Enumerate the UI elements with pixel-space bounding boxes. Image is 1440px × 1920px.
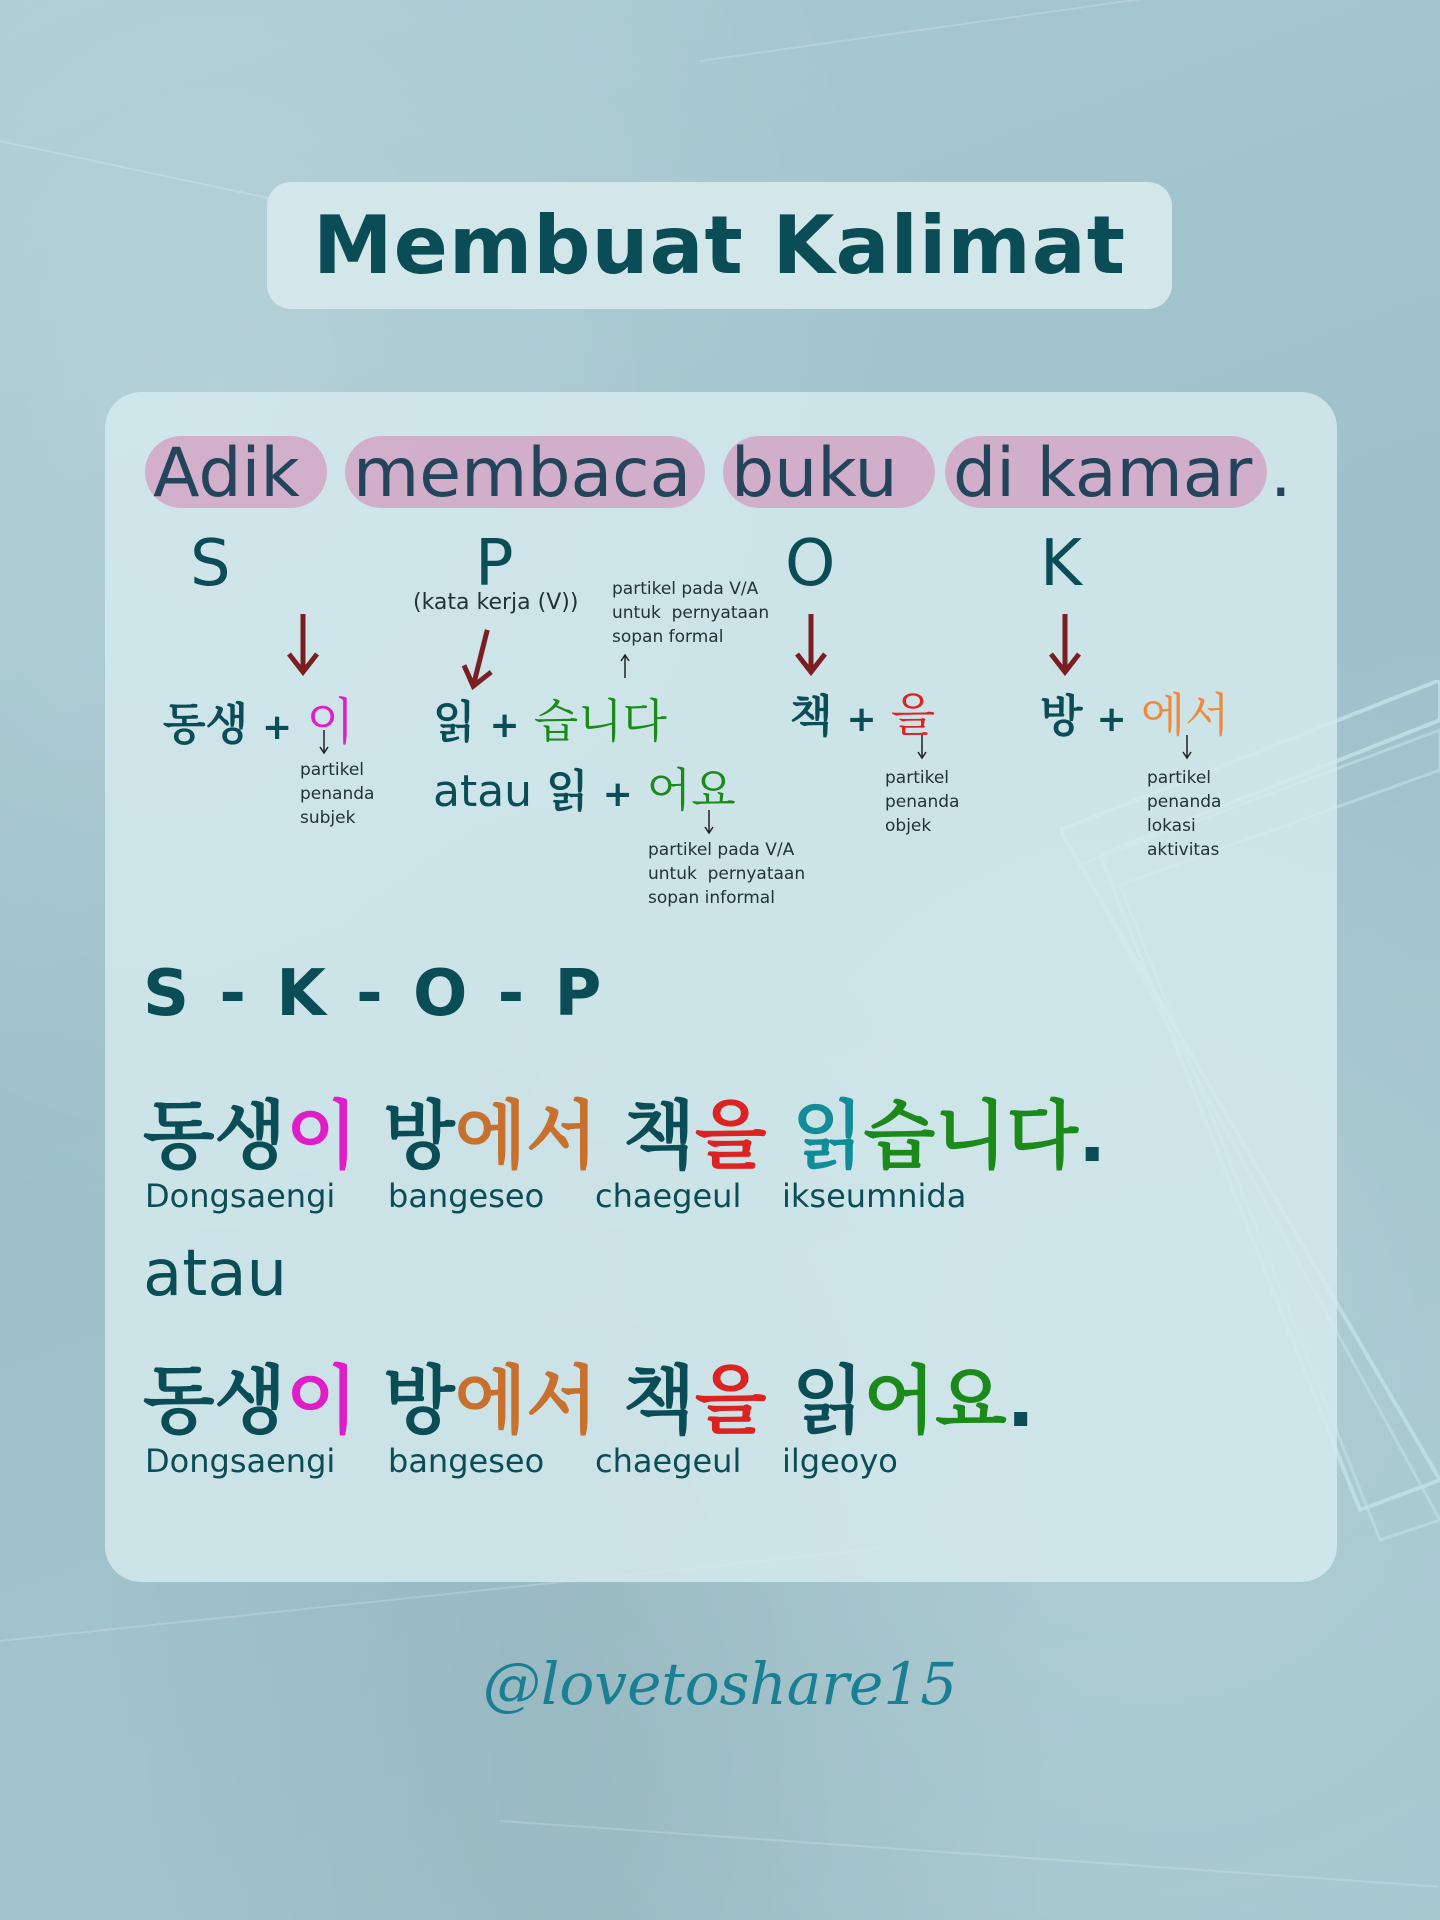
breakdown-object xyxy=(790,679,935,745)
example-sentence-formal xyxy=(143,1077,1106,1183)
ex1-verb: 읽 xyxy=(792,1093,864,1179)
sentence-word-predicate: membaca xyxy=(353,434,692,513)
plus-sign: + xyxy=(1096,699,1127,740)
location-note: partikel penanda lokasi aktivitas xyxy=(1147,768,1222,860)
breakdown-adverb xyxy=(1040,679,1230,745)
formal-ending-note: partikel pada V/A untuk pernyataan sopan formal xyxy=(612,579,770,647)
lesson-card xyxy=(105,392,1337,1582)
word-order-label: S - K - O - P xyxy=(143,957,606,1031)
ex1-location-particle: 에서 xyxy=(454,1093,598,1179)
small-arrow-down-icon xyxy=(702,810,716,836)
ex1-object-particle: 을 xyxy=(694,1093,767,1179)
small-arrow-down-icon xyxy=(1180,735,1194,761)
or-divider: atau xyxy=(143,1237,288,1311)
role-o: O xyxy=(785,527,836,601)
ex1-period: . xyxy=(1078,1093,1107,1179)
object-particle: 을 xyxy=(890,688,936,742)
location-particle: 에서 xyxy=(1140,688,1230,742)
paper-crease xyxy=(500,1820,1438,1888)
ex2-roman-4: ilgeoyo xyxy=(782,1442,898,1480)
role-p: P xyxy=(475,527,514,601)
subject-note: partikel penanda subjek xyxy=(300,760,375,828)
ex2-location: 방 xyxy=(383,1358,455,1444)
sentence-word-adverb: di kamar xyxy=(953,434,1253,513)
ex2-roman-3: chaegeul xyxy=(595,1442,742,1480)
plus-sign: + xyxy=(846,699,877,740)
plus-sign: + xyxy=(489,705,520,746)
page-title: Membuat Kalimat xyxy=(313,199,1126,292)
verb-stem: 읽 xyxy=(546,766,589,817)
ex2-object-particle: 을 xyxy=(694,1358,767,1444)
predicate-note: (kata kerja (V)) xyxy=(413,590,579,615)
example-sentence-informal xyxy=(143,1342,1035,1448)
ex2-object: 책 xyxy=(623,1358,695,1444)
ex1-subject-particle: 이 xyxy=(285,1093,358,1179)
ex1-roman-4: ikseumnida xyxy=(782,1177,967,1215)
subject-particle: 이 xyxy=(306,693,355,751)
ex1-location: 방 xyxy=(383,1093,455,1179)
breakdown-predicate-informal xyxy=(433,754,736,820)
sentence-period: . xyxy=(1270,434,1292,513)
arrow-down-icon xyxy=(1045,612,1085,676)
location-word: 방 xyxy=(1040,691,1083,742)
arrow-down-icon xyxy=(791,612,831,676)
ex2-subject-particle: 이 xyxy=(285,1358,358,1444)
small-arrow-down-icon xyxy=(317,730,331,756)
formal-ending: 습니다 xyxy=(533,694,667,748)
plus-sign: + xyxy=(602,774,633,815)
small-arrow-up-icon xyxy=(618,652,632,678)
ex2-roman-2: bangeseo xyxy=(388,1442,545,1480)
author-handle: @lovetoshare15 xyxy=(482,1650,958,1718)
ex1-roman-3: chaegeul xyxy=(595,1177,742,1215)
subject-word: 동생 xyxy=(163,699,249,750)
verb-stem: 읽 xyxy=(433,697,476,748)
paper-crease xyxy=(700,0,1433,62)
ex1-roman-1: Dongsaengi xyxy=(145,1177,336,1215)
ex2-period: . xyxy=(1006,1358,1035,1444)
ex2-verb: 읽 xyxy=(792,1358,864,1444)
sentence-word-object: buku xyxy=(731,434,898,513)
arrow-down-icon xyxy=(283,612,323,676)
role-k: K xyxy=(1040,527,1082,601)
object-word: 책 xyxy=(790,691,833,742)
ex1-roman-2: bangeseo xyxy=(388,1177,545,1215)
role-s: S xyxy=(190,527,231,601)
sentence-word-subject: Adik xyxy=(153,434,300,513)
or-label: atau xyxy=(433,766,533,817)
ex2-subject: 동생 xyxy=(143,1358,286,1444)
ex1-subject: 동생 xyxy=(143,1093,286,1179)
informal-ending: 어요 xyxy=(646,763,736,817)
ex2-roman-1: Dongsaengi xyxy=(145,1442,336,1480)
ex2-verb-ending: 어요 xyxy=(863,1358,1007,1444)
breakdown-predicate-formal xyxy=(433,685,667,751)
title-banner xyxy=(267,182,1172,309)
ex1-object: 책 xyxy=(623,1093,695,1179)
ex2-location-particle: 에서 xyxy=(454,1358,598,1444)
object-note: partikel penanda objek xyxy=(885,768,960,836)
ex1-verb-ending: 습니다 xyxy=(863,1093,1079,1179)
informal-ending-note: partikel pada V/A untuk pernyataan sopan informal xyxy=(648,840,806,908)
small-arrow-down-icon xyxy=(915,735,929,761)
plus-sign: + xyxy=(262,707,293,748)
